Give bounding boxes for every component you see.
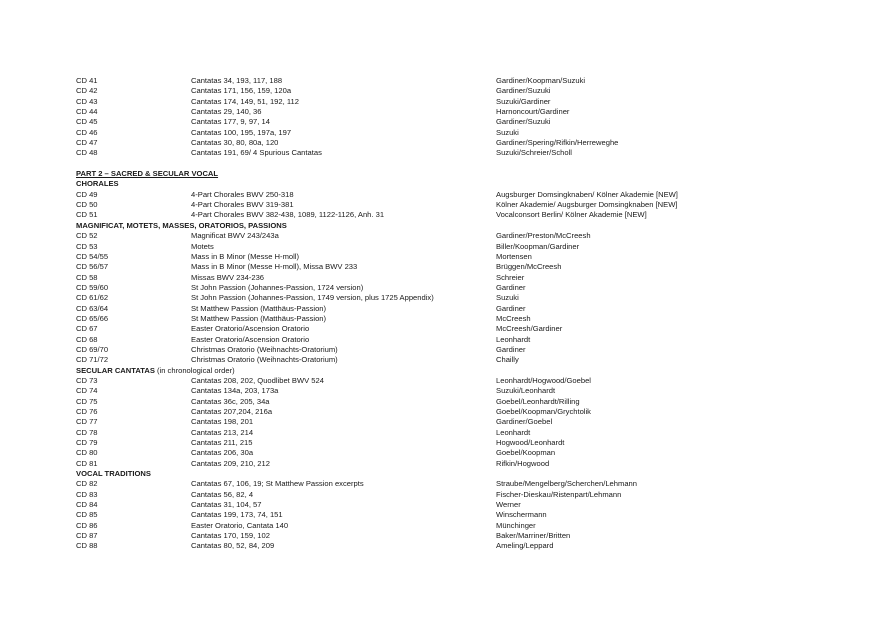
masses-heading [76,221,876,231]
cd-number: CD 42 [76,86,98,96]
table-row [76,128,876,138]
performers: Brüggen/McCreesh [496,262,562,272]
secular-list [76,376,876,469]
cd-number: CD 63/64 [76,303,109,313]
work-title: Cantatas 67, 106, 19; St Matthew Passion excerpts [191,479,364,489]
performers: Gardiner [496,303,526,313]
cd-number: CD 47 [76,138,98,148]
table-row [76,76,876,86]
table-row [76,231,876,241]
performers: Hogwood/Leonhardt [496,438,565,448]
table-row [76,283,876,293]
cd-number: CD 68 [76,334,98,344]
work-title: Motets [191,241,214,251]
masses-list [76,231,876,365]
performers: Goebel/Koopman/Grychtolik [496,407,591,416]
performers: Werner [496,500,521,510]
vocal-heading [76,469,876,479]
table-row [76,304,876,314]
cd-number: CD 49 [76,189,98,199]
cd-number: CD 82 [76,479,98,489]
cd-number: CD 75 [76,396,98,406]
performers: Leonhardt [496,427,531,437]
table-row [76,417,876,427]
work-title: St John Passion (Johannes-Passion, 1724 version) [191,282,364,292]
cd-number: CD 87 [76,531,98,541]
table-row [76,190,876,200]
performers: Gardiner [496,344,526,354]
table-row [76,117,876,127]
work-title: St John Passion (Johannes-Passion, 1749 version, plus 1725 Appendix) [191,293,434,303]
work-title: Mass in B Minor (Messe H-moll) [191,251,300,261]
part-title [76,169,876,179]
table-row [76,335,876,345]
table-row [76,397,876,407]
table-row [76,324,876,334]
cd-number: CD 80 [76,448,98,458]
table-row [76,148,876,158]
table-row [76,541,876,551]
work-title: Cantatas 100, 195, 197a, 197 [191,127,292,137]
performers: Winschermann [496,510,547,520]
cd-number: CD 65/66 [76,313,109,323]
performers: Straube/Mengelberg/Scherchen/Lehmann [496,479,637,489]
work-title: Christmas Oratorio (Weihnachts-Oratorium) [191,355,338,365]
work-title: Cantatas 213, 214 [191,427,254,437]
work-title: Cantatas 170, 159, 102 [191,531,270,541]
cd-number: CD 73 [76,375,98,385]
cd-number: CD 52 [76,231,98,241]
cd-number: CD 69/70 [76,344,109,354]
cd-number: CD 46 [76,127,98,137]
table-row [76,500,876,510]
section-gap [76,159,876,169]
table-row [76,314,876,324]
chorales-heading [76,179,876,189]
work-title: Cantatas 171, 156, 159, 120a [191,86,292,96]
chorales-list [76,190,876,221]
work-title: Cantatas 211, 215 [191,438,253,448]
masses-heading-text: MAGNIFICAT, MOTETS, MASSES, ORATORIOS, PASSIONS [76,220,287,230]
cd-number: CD 79 [76,438,98,448]
work-title: St Matthew Passion (Matthäus-Passion) [191,303,327,313]
table-row [76,407,876,417]
table-row [76,97,876,107]
cd-number: CD 88 [76,541,98,551]
work-title: 4-Part Chorales BWV 319-381 [191,200,294,210]
table-row [76,107,876,117]
cd-number: CD 48 [76,148,98,158]
table-row [76,490,876,500]
table-row [76,438,876,448]
work-title: Cantatas 191, 69/ 4 Spurious Cantatas [191,148,322,158]
performers: Fischer-Dieskau/Ristenpart/Lehmann [496,489,622,499]
cd-number: CD 83 [76,489,98,499]
work-title: Cantatas 34, 193, 117, 188 [191,76,283,85]
work-title: Easter Oratorio, Cantata 140 [191,520,289,530]
table-row [76,386,876,396]
performers: Vocalconsort Berlin/ Kölner Akademie [NEW] [496,210,647,220]
table-row [76,345,876,355]
cd-number: CD 43 [76,96,98,106]
cd-number: CD 77 [76,417,98,427]
secular-heading-note: (in chronological order) [154,365,235,375]
table-row [76,293,876,303]
work-title: St Matthew Passion (Matthäus-Passion) [191,313,327,323]
chorales-heading-text: CHORALES [76,179,119,189]
performers: Gardiner/Koopman/Suzuki [496,76,586,85]
work-title: Cantatas 198, 201 [191,417,254,427]
work-title: Easter Oratorio/Ascension Oratorio [191,334,310,344]
performers: Augsburger Domsingknaben/ Kölner Akademie [NEW] [496,189,678,199]
performers: McCreesh/Gardiner [496,324,563,334]
work-title: Cantatas 134a, 203, 173a [191,386,279,396]
performers: Rifkin/Hogwood [496,458,550,468]
performers: Goebel/Koopman [496,448,556,458]
work-title: Cantatas 29, 140, 36 [191,107,262,117]
performers: Suzuki/Gardiner [496,96,551,106]
work-title: Christmas Oratorio (Weihnachts-Oratorium) [191,344,338,354]
performers: Leonhardt/Hogwood/Goebel [496,375,591,385]
performers: Gardiner [496,282,526,292]
cd-number: CD 58 [76,272,98,282]
table-row [76,210,876,220]
cd-number: CD 71/72 [76,355,109,365]
cd-number: CD 56/57 [76,262,109,272]
work-title: Cantatas 80, 52, 84, 209 [191,541,275,551]
table-row [76,479,876,489]
performers: Gardiner/Spering/Rifkin/Herreweghe [496,138,619,148]
cd-number: CD 81 [76,458,98,468]
part-title-text: PART 2 – SACRED & SECULAR VOCAL [76,169,219,179]
work-title: Easter Oratorio/Ascension Oratorio [191,324,310,334]
cd-number: CD 59/60 [76,282,109,292]
performers: Suzuki [496,127,519,137]
cd-number: CD 67 [76,324,98,334]
cantatas-block [76,76,876,159]
cd-number: CD 78 [76,427,98,437]
cd-number: CD 85 [76,510,98,520]
tracklist-document [76,76,876,552]
performers: Gardiner/Preston/McCreesh [496,231,591,241]
work-title: Cantatas 207,204, 216a [191,407,273,416]
performers: Baker/Marriner/Britten [496,531,571,541]
cd-number: CD 84 [76,500,98,510]
work-title: Missas BWV 234-236 [191,272,265,282]
table-row [76,262,876,272]
performers: Chailly [496,355,519,365]
work-title: Mass in B Minor (Messe H-moll), Missa BWV 233 [191,262,358,272]
cd-number: CD 74 [76,386,98,396]
table-row [76,376,876,386]
work-title: Cantatas 208, 202, Quodlibet BWV 524 [191,375,324,385]
table-row [76,531,876,541]
performers: Mortensen [496,251,532,261]
cd-number: CD 53 [76,241,98,251]
work-title: Cantatas 174, 149, 51, 192, 112 [191,96,299,106]
performers: Gardiner/Goebel [496,417,553,427]
cd-number: CD 50 [76,200,98,210]
cd-number: CD 76 [76,407,98,416]
performers: McCreesh [496,313,531,323]
table-row [76,428,876,438]
table-row [76,86,876,96]
performers: Kölner Akademie/ Augsburger Domsingknaben [NEW] [496,200,678,210]
performers: Schreier [496,272,525,282]
performers: Goebel/Leonhardt/Rilling [496,396,580,406]
vocal-list [76,479,876,551]
work-title: Cantatas 209, 210, 212 [191,458,270,468]
performers: Ameling/Leppard [496,541,554,551]
cd-number: CD 86 [76,520,98,530]
table-row [76,273,876,283]
cd-number: CD 44 [76,107,98,117]
vocal-heading-text: VOCAL TRADITIONS [76,469,151,479]
table-row [76,459,876,469]
cd-number: CD 41 [76,76,98,85]
performers: Biller/Koopman/Gardiner [496,241,580,251]
cd-number: CD 51 [76,210,98,220]
performers: Leonhardt [496,334,531,344]
performers: Münchinger [496,520,536,530]
cd-number: CD 61/62 [76,293,109,303]
cd-number: CD 45 [76,117,98,127]
table-row [76,138,876,148]
table-row [76,252,876,262]
performers: Harnoncourt/Gardiner [496,107,570,117]
work-title: Cantatas 177, 9, 97, 14 [191,117,270,127]
work-title: Cantatas 206, 30a [191,448,254,458]
table-row [76,521,876,531]
performers: Suzuki/Leonhardt [496,386,556,396]
work-title: Cantatas 199, 173, 74, 151 [191,510,283,520]
performers: Suzuki [496,293,519,303]
secular-heading [76,366,876,376]
work-title: Cantatas 30, 80, 80a, 120 [191,138,279,148]
performers: Gardiner/Suzuki [496,117,551,127]
work-title: Cantatas 31, 104, 57 [191,500,262,510]
table-row [76,448,876,458]
work-title: 4-Part Chorales BWV 250-318 [191,189,294,199]
work-title: Magnificat BWV 243/243a [191,231,279,241]
work-title: Cantatas 56, 82, 4 [191,489,254,499]
cd-number: CD 54/55 [76,251,109,261]
table-row [76,510,876,520]
table-row [76,200,876,210]
work-title: Cantatas 36c, 205, 34a [191,396,270,406]
table-row [76,242,876,252]
work-title: 4-Part Chorales BWV 382-438, 1089, 1122-1126, Anh. 31 [191,210,385,220]
table-row [76,355,876,365]
performers: Gardiner/Suzuki [496,86,551,96]
performers: Suzuki/Schreier/Scholl [496,148,572,158]
secular-heading-text: SECULAR CANTATAS [76,365,155,375]
